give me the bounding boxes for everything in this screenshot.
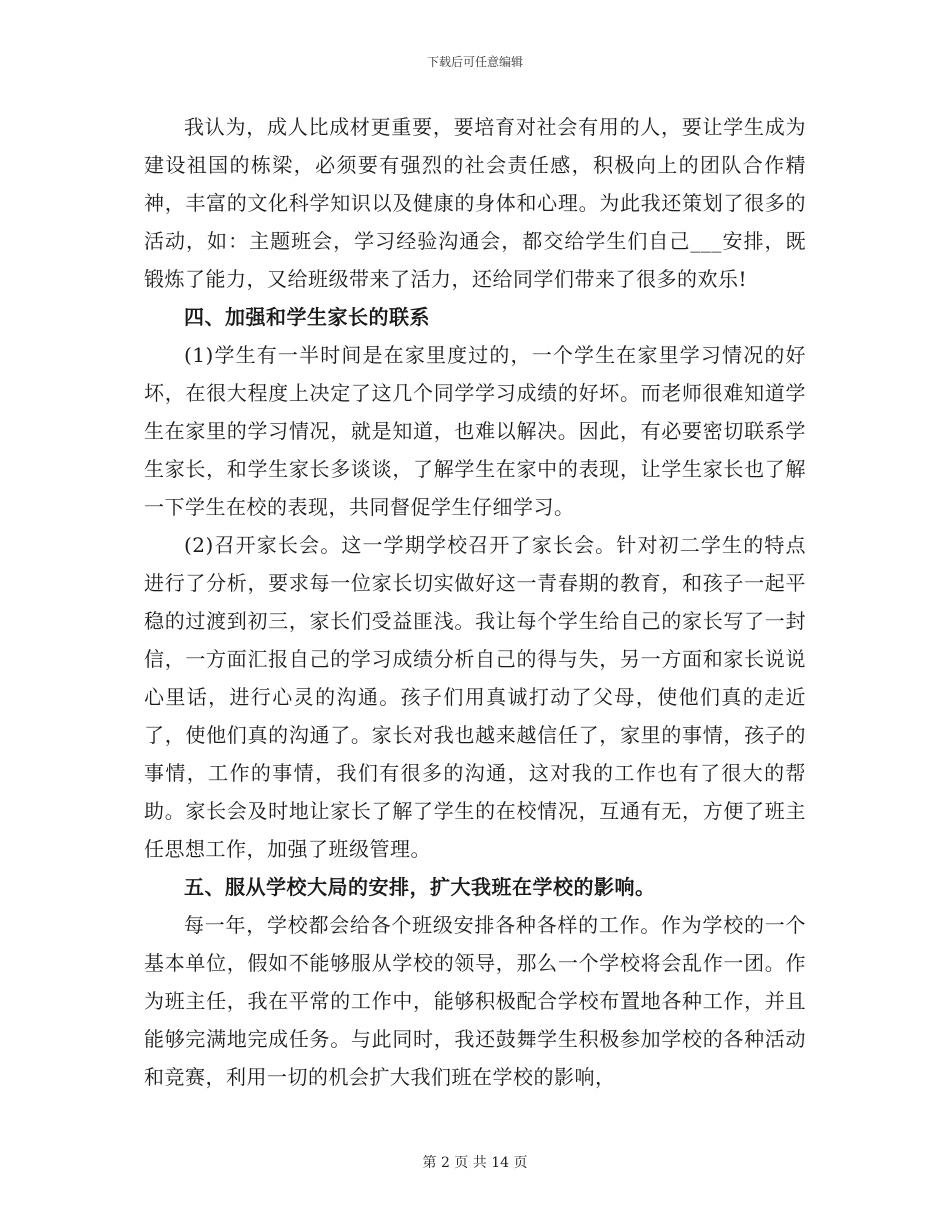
paragraph-4: 每一年，学校都会给各个班级安排各种各样的工作。作为学校的一个基本单位，假如不能够服从学校的领导，那么一个学校将会乱作一团。作为班主任，我在平常的工作中，能够积极配合学校布置地各种工作，并且能够完满地完成任务。与此同时，我还鼓舞学生积极参加学校的各种活动和竞赛，利用一切的机会扩大我们班在学校的影响， (144, 913, 806, 1089)
paragraph-2: (1)学生有一半时间是在家里度过的，一个学生在家里学习情况的好坏，在很大程度上决定了这几个同学学习成绩的好坏。而老师很难知道学生在家里的学习情况，就是知道，也难以解决。因此，有必要密切联系学生家长，和学生家长多谈谈，了解学生在家中的表现，让学生家长也了解一下学生在校的表现，共同督促学生仔细学习。 (144, 343, 806, 519)
page-number-footer: 第 2 页 共 14 页 (422, 1155, 528, 1171)
document-body (144, 108, 806, 1096)
page-header-note: 下载后可任意编辑 (426, 55, 523, 69)
paragraph-1: 我认为，成人比成材更重要，要培育对社会有用的人，要让学生成为建设祖国的栋梁，必须要有强烈的社会责任感，积极向上的团队合作精神，丰富的文化科学知识以及健康的身体和心理。为此我还策划了很多的活动，如：主题班会，学习经验沟通会，都交给学生们自己___安排，既锻炼了能力，又给班级带来了活力，还给同学们带来了很多的欢乐! (144, 115, 806, 291)
section-heading-4: 四、加强和学生家长的联系 (184, 305, 430, 329)
paragraph-3: (2)召开家长会。这一学期学校召开了家长会。针对初二学生的特点进行了分析，要求每一位家长切实做好这一青春期的教育，和孩子一起平稳的过渡到初三，家长们受益匪浅。我让每个学生给自己的家长写了一封信，一方面汇报自己的学习成绩分析自己的得与失，另一方面和家长说说心里话，进行心灵的沟通。孩子们用真诚打动了父母，使他们真的走近了，使他们真的沟通了。家长对我也越来越信任了，家里的事情，孩子的事情，工作的事情，我们有很多的沟通，这对我的工作也有了很大的帮助。家长会及时地让家长了解了学生的在校情况，互通有无，方便了班主任思想工作，加强了班级管理。 (144, 533, 806, 861)
section-heading-5: 五、服从学校大局的安排，扩大我班在学校的影响。 (184, 875, 656, 899)
